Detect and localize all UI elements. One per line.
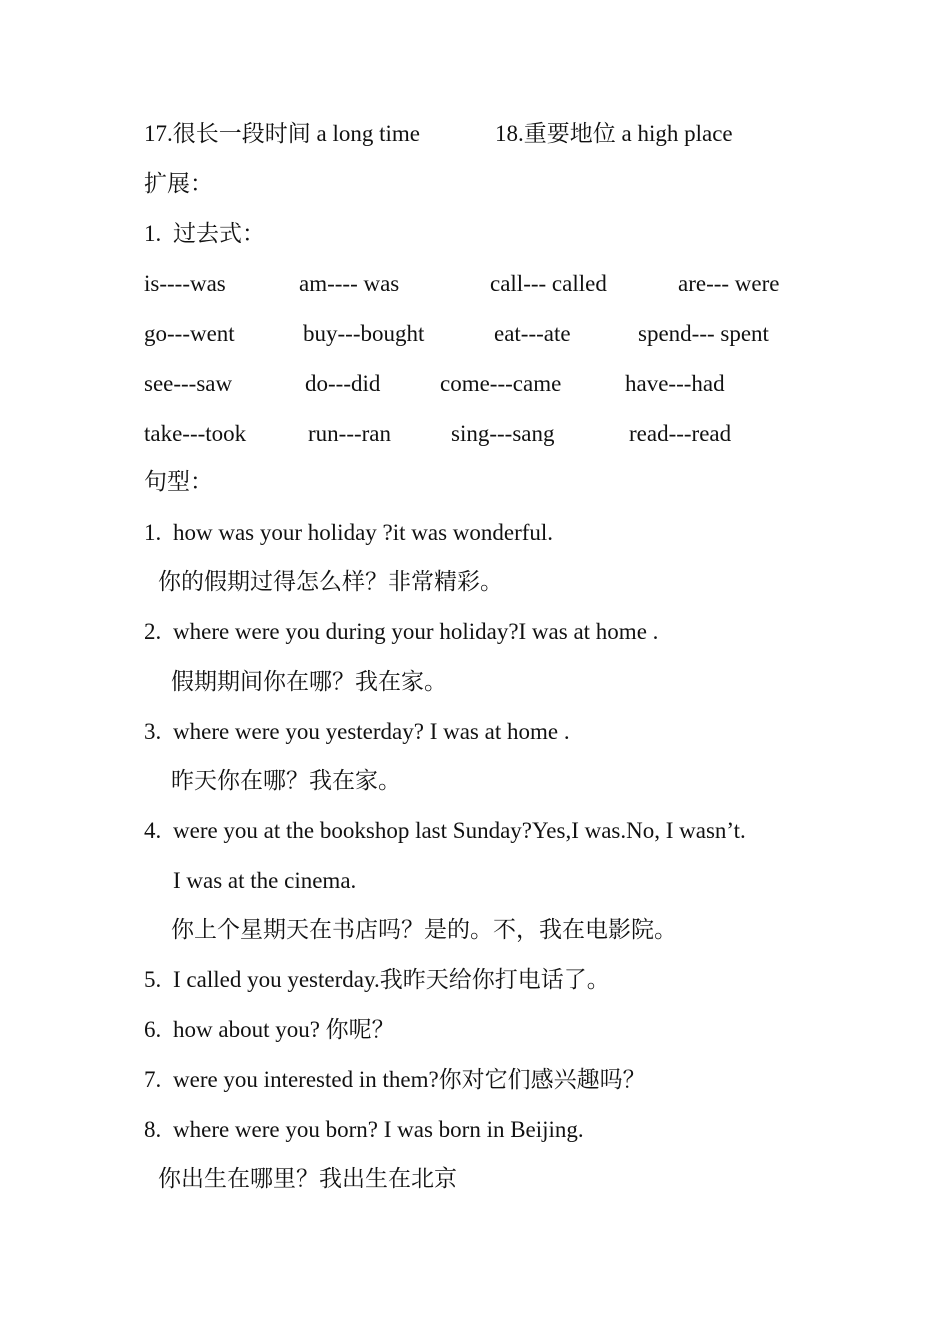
sentence-item — [144, 964, 610, 996]
verb-pair: run---ran — [308, 421, 392, 446]
sentence-english: where were you yesterday? I was at home . — [173, 719, 570, 744]
vocab-item-17: 17.很长一段时间 a long time — [144, 121, 420, 146]
past-tense-row — [144, 268, 824, 300]
verb-pair: do---did — [305, 371, 381, 396]
sentence-item — [144, 716, 570, 748]
sentence-english: I called you yesterday.我昨天给你打电话了。 — [173, 967, 610, 992]
sentence-number: 3. — [144, 719, 162, 744]
sentence-number: 4. — [144, 818, 162, 843]
past-tense-row — [144, 318, 824, 350]
verb-pair: go---went — [144, 321, 235, 346]
vocab-item-18: 18.重要地位 a high place — [495, 121, 733, 146]
sentence-english: were you at the bookshop last Sunday?Yes,I was.No, I wasn’t. — [173, 818, 746, 843]
verb-pair: are--- were — [678, 271, 780, 296]
verb-pair: sing---sang — [451, 421, 555, 446]
sentence-number: 1. — [144, 520, 162, 545]
verb-pair: call--- called — [490, 271, 607, 296]
sentence-chinese: 你上个星期天在书店吗？是的。不，我在电影院。 — [171, 917, 677, 942]
verb-pair: am---- was — [299, 271, 400, 296]
sentence-english: how about you? 你呢？ — [173, 1017, 395, 1042]
verb-pair: have---had — [625, 371, 725, 396]
sentence-english: how was your holiday ?it was wonderful. — [173, 520, 554, 545]
verb-pair: read---read — [629, 421, 732, 446]
sentence-item — [144, 815, 746, 847]
verb-pair: is----was — [144, 271, 226, 296]
sentence-item — [144, 1114, 584, 1146]
sentence-number: 7. — [144, 1067, 162, 1092]
sentence-chinese: 你出生在哪里？我出生在北京 — [158, 1166, 457, 1191]
sentence-chinese: 你的假期过得怎么样？非常精彩。 — [158, 569, 503, 594]
sentence-item — [144, 517, 553, 549]
verb-pair: spend--- spent — [638, 321, 769, 346]
sentence-english: were you interested in them?你对它们感兴趣吗？ — [173, 1067, 646, 1092]
verb-pair: eat---ate — [494, 321, 571, 346]
past-tense-row — [144, 418, 824, 450]
verb-pair: come---came — [440, 371, 562, 396]
sentence-english-continued: I was at the cinema. — [173, 868, 357, 893]
sentence-number: 6. — [144, 1017, 162, 1042]
vocab-line-17-18 — [144, 118, 844, 150]
sentence-item — [144, 616, 658, 648]
expansion-heading: 扩展： — [144, 171, 213, 196]
sentence-english: where were you born? I was born in Beijing. — [173, 1117, 584, 1142]
sentence-number: 8. — [144, 1117, 162, 1142]
sentence-item — [144, 1014, 395, 1046]
sentence-number: 5. — [144, 967, 162, 992]
sentence-chinese: 假期期间你在哪？我在家。 — [171, 669, 447, 694]
sentence-english: where were you during your holiday?I was at home . — [173, 619, 659, 644]
sentence-patterns-heading: 句型： — [144, 469, 213, 494]
verb-pair: see---saw — [144, 371, 233, 396]
sentence-number: 2. — [144, 619, 162, 644]
past-tense-number: 1. — [144, 221, 162, 246]
sentence-chinese: 昨天你在哪？我在家。 — [171, 768, 401, 793]
past-tense-title: 过去式： — [173, 221, 265, 246]
past-tense-row — [144, 368, 824, 400]
sentence-item — [144, 1064, 646, 1096]
verb-pair: buy---bought — [303, 321, 425, 346]
verb-pair: take---took — [144, 421, 247, 446]
